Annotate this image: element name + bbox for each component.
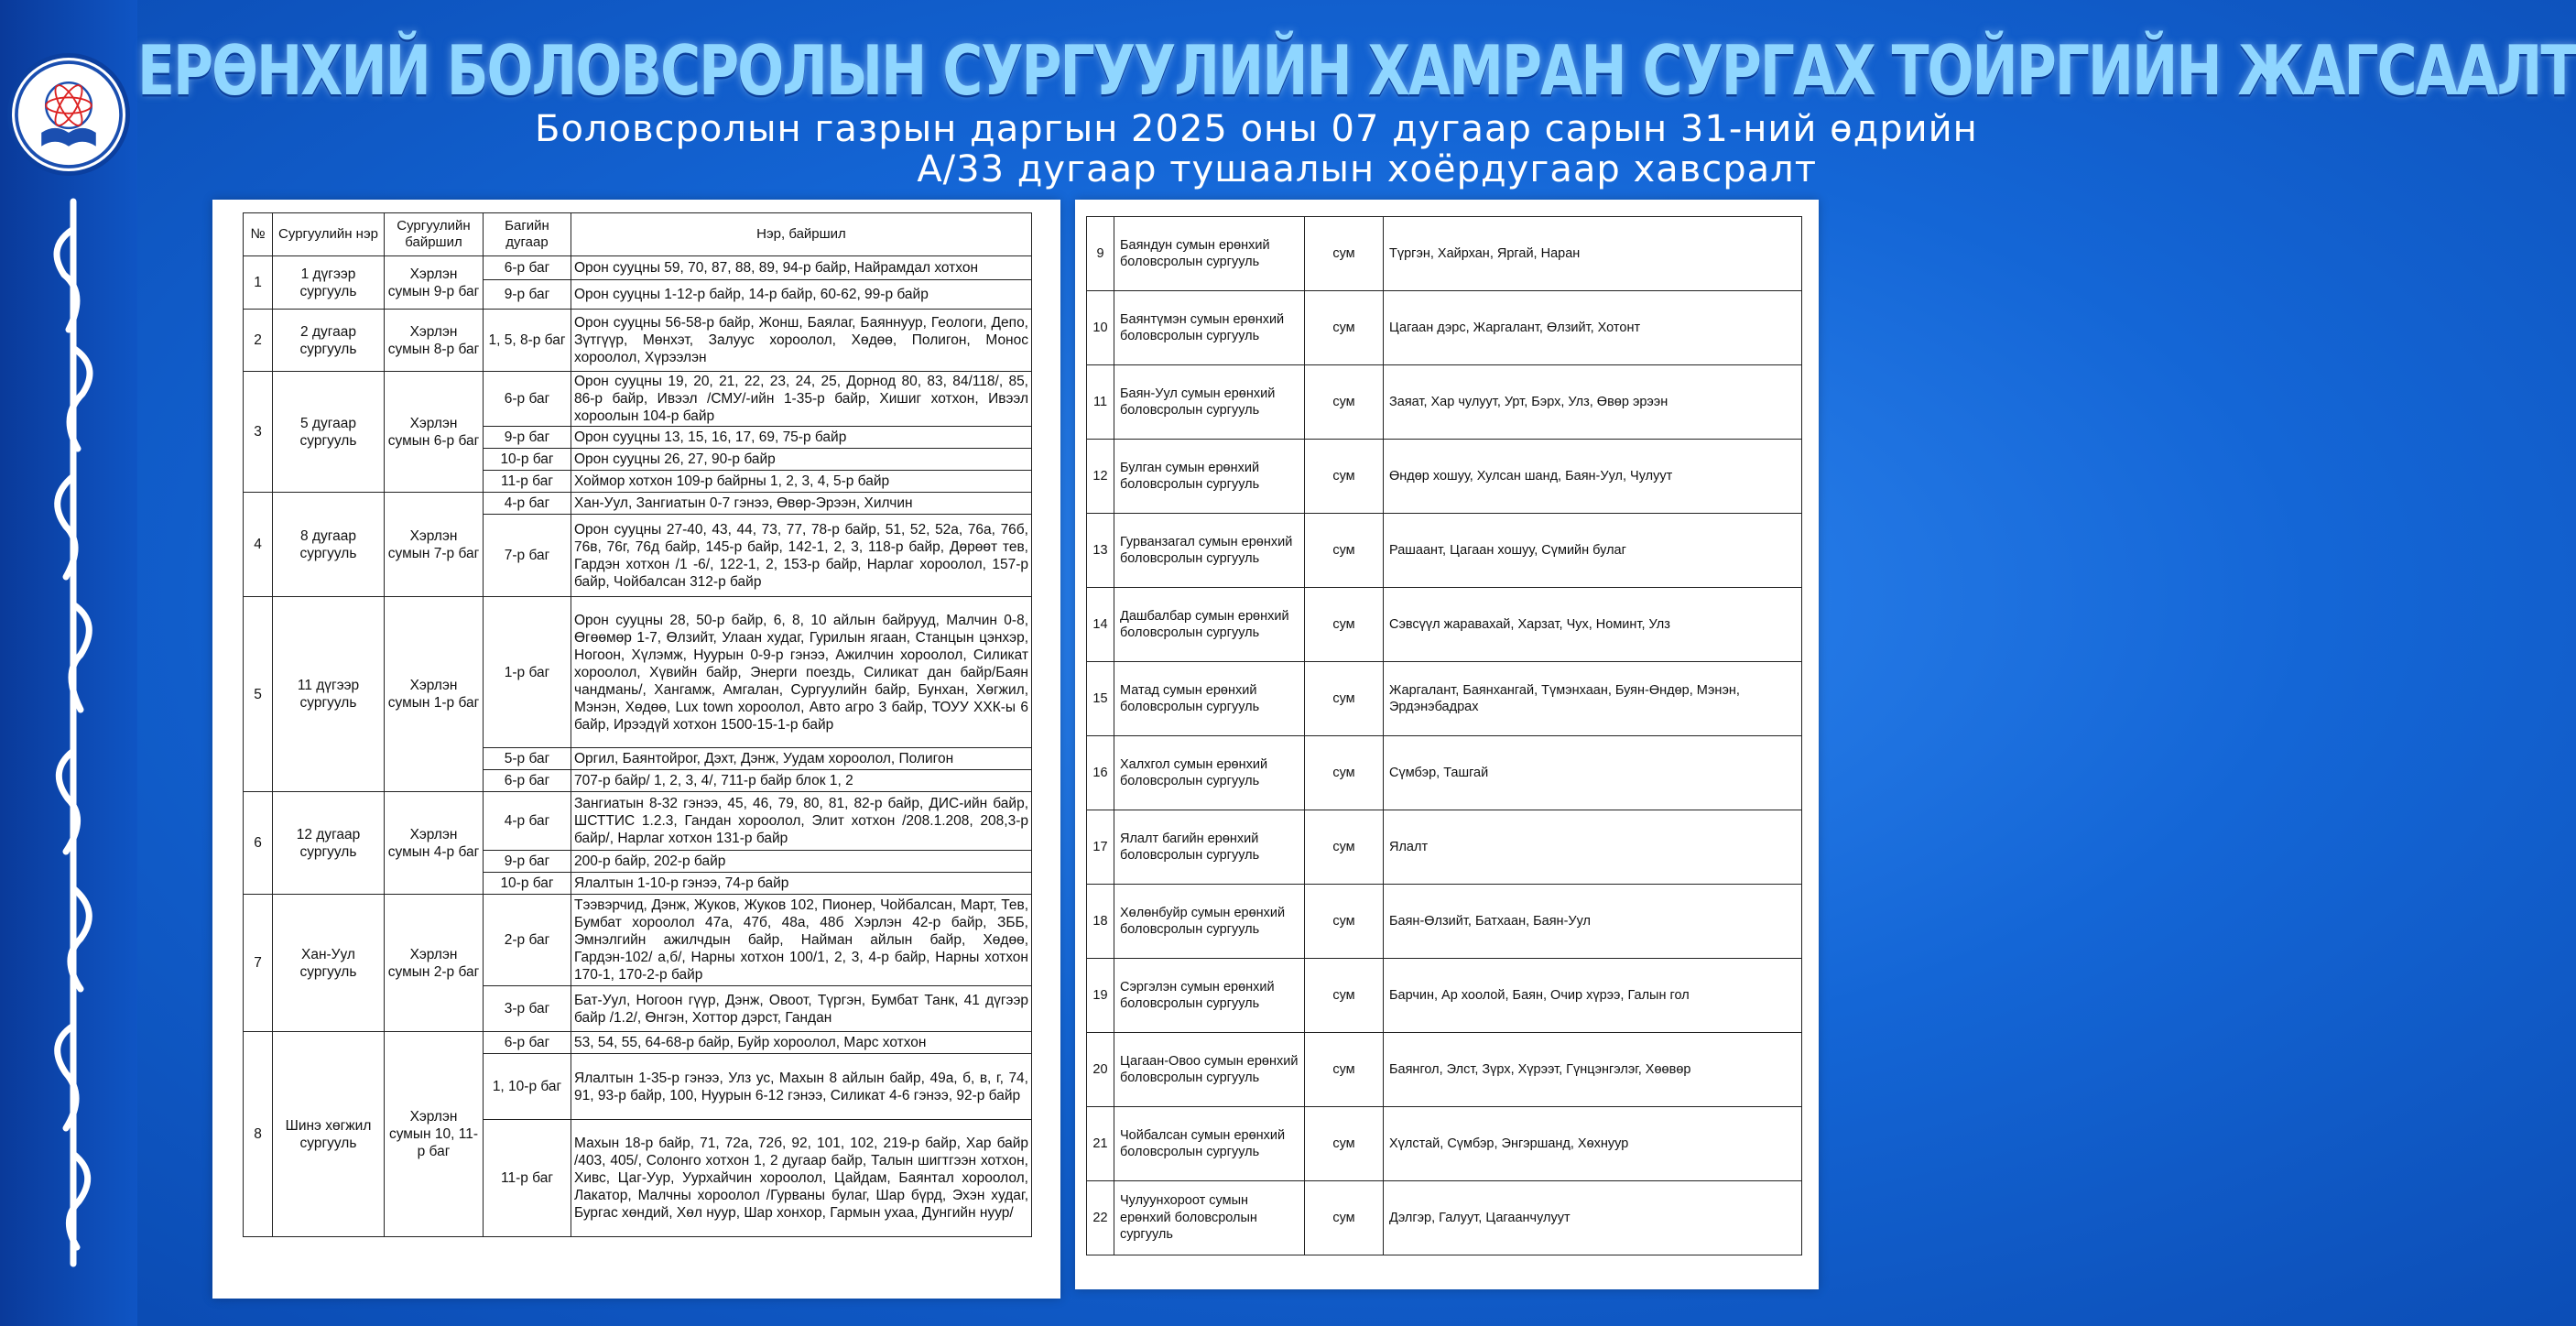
school-location: сум [1305, 662, 1384, 736]
bag-number: 11-р баг [484, 471, 571, 493]
school-number: 20 [1087, 1033, 1114, 1107]
address-list: Тээвэрчид, Дэнж, Жуков, Жуков 102, Пионер, Чойбалсан, Март, Тев, Бумбат хороолол 47а, 47б, 48а, 48б Хэрлэн 42-р байр, ЗББ, Эмнэлгийн ажилчдын байр, Найман айлын байр, Хөдөө, Гардэн-102/ а,б/, Нарны хотхон 100/1, 2, 3, 4-р байр, Нарны хотхон 170-1, 170-2-р байр [571, 895, 1032, 986]
table-row [1087, 736, 1802, 810]
school-location: сум [1305, 514, 1384, 588]
table-row [244, 1032, 1032, 1054]
table-row [244, 895, 1032, 986]
table-row [1087, 440, 1802, 514]
table-row [1087, 662, 1802, 736]
school-name: Хан-Уул сургууль [273, 895, 385, 1032]
table-row [244, 792, 1032, 851]
bag-number: 7-р баг [484, 515, 571, 597]
header-name-address: Нэр, байршил [571, 213, 1032, 256]
table-row [1087, 1181, 1802, 1255]
school-name: Гурванзагал сумын ерөнхий боловсролын сургууль [1114, 514, 1305, 588]
bag-number: 10-р баг [484, 449, 571, 471]
address-list: Орон сууцны 27-40, 43, 44, 73, 77, 78-р байр, 51, 52, 52а, 76а, 76б, 76в, 76г, 76д байр, 145-р байр, 142-1, 2, 3, 118-р байр, Дөрөөт тев, Гардэн хотхон /1 -6/, 122-1, 2, 153-р байр, Нарлаг хороолол, 157-р байр, Чойбалсан 312-р байр [571, 515, 1032, 597]
table-row [244, 310, 1032, 372]
school-location: сум [1305, 1107, 1384, 1181]
right-table-panel [1075, 200, 1819, 1289]
area-list: Жаргалант, Баянхангай, Түмэнхаан, Буян-Өндөр, Мэнэн, Эрдэнэбадрах [1384, 662, 1802, 736]
school-location: сум [1305, 588, 1384, 662]
bag-number: 9-р баг [484, 280, 571, 310]
school-number: 19 [1087, 959, 1114, 1033]
school-name: Чулуунхороот сумын ерөнхий боловсролын сургууль [1114, 1181, 1305, 1255]
area-list: Цагаан дэрс, Жаргалант, Өлзийт, Хотонт [1384, 291, 1802, 365]
area-list: Түргэн, Хайрхан, Яргай, Наран [1384, 217, 1802, 291]
school-name: Баян-Уул сумын ерөнхий боловсролын сургууль [1114, 365, 1305, 440]
school-number: 1 [244, 256, 273, 310]
area-list: Дэлгэр, Галуут, Цагаанчулуут [1384, 1181, 1802, 1255]
education-department-emblem-icon [7, 53, 130, 176]
table-row [1087, 810, 1802, 885]
bag-number: 2-р баг [484, 895, 571, 986]
school-number: 3 [244, 372, 273, 493]
area-list: Хүлстай, Сүмбэр, Энгэршанд, Хөхнуур [1384, 1107, 1802, 1181]
school-number: 12 [1087, 440, 1114, 514]
school-name: 5 дугаар сургууль [273, 372, 385, 493]
subtitle-line-1: Боловсролын газрын даргын 2025 оны 07 дугаар сарын 31-ний өдрийн [535, 108, 1978, 150]
area-list: Өндөр хошуу, Хулсан шанд, Баян-Уул, Чулуут [1384, 440, 1802, 514]
school-location: сум [1305, 736, 1384, 810]
school-number: 21 [1087, 1107, 1114, 1181]
address-list: Орон сууцны 56-58-р байр, Жонш, Баялаг, Баяннуур, Геологи, Депо, Зүтгүүр, Мөнхэт, Залуус хороолол, Хөдөө, Полигон, Монос хороолол, Хүрээлэн [571, 310, 1032, 372]
address-list: Орон сууцны 28, 50-р байр, 6, 8, 10 айлын байрууд, Малчин 0-8, Өгөөмөр 1-7, Өлзийт, Улаан худаг, Гурилын ягаан, Станцын цэнхэр, Ногоон, Хүлэмж, Нуурын 0-9-р гэнээ, Ажилчин хороолол, Силикат хороолол, Хүвийн байр, Энерги поездь, Силикат дан байр/Баян чандмань/, Хангамж, Амгалан, Сургуулийн байр, Бунхан, Хөгжил, Мэнэн, Хөдөө, Lux town хороолол, Авто агро 3 байр, ТОУУ ХХК-ы 6 байр, Ирээдүй хотхон 1500-15-1-р байр [571, 597, 1032, 748]
address-list: Оргил, Баянтойрог, Дэхт, Дэнж, Уудам хороолол, Полигон [571, 748, 1032, 770]
school-location: Хэрлэн сумын 2-р баг [385, 895, 484, 1032]
area-list: Рашаант, Цагаан хошуу, Сүмийн булаг [1384, 514, 1802, 588]
bag-number: 11-р баг [484, 1120, 571, 1237]
school-district-table-urban [243, 212, 1032, 1237]
school-name: Ялалт багийн ерөнхий боловсролын сургууль [1114, 810, 1305, 885]
school-name: Дашбалбар сумын ерөнхий боловсролын сургууль [1114, 588, 1305, 662]
address-list: Хоймор хотхон 109-р байрны 1, 2, 3, 4, 5-р байр [571, 471, 1032, 493]
school-number: 2 [244, 310, 273, 372]
school-location: сум [1305, 365, 1384, 440]
mongolian-script-decoration [37, 201, 110, 1264]
address-list: Бат-Уул, Ногоон гүүр, Дэнж, Овоот, Түргэн, Бумбат Танк, 41 дүгээр байр /1.2/, Өнгэн, Хоттор дэрст, Гандан [571, 986, 1032, 1032]
table-row [244, 493, 1032, 515]
school-number: 10 [1087, 291, 1114, 365]
school-number: 9 [1087, 217, 1114, 291]
table-row [1087, 365, 1802, 440]
bag-number: 9-р баг [484, 427, 571, 449]
school-number: 4 [244, 493, 273, 597]
table-row [244, 372, 1032, 427]
table-row [244, 256, 1032, 280]
school-location: Хэрлэн сумын 7-р баг [385, 493, 484, 597]
header-school-location: Сургуулийн байршил [385, 213, 484, 256]
bag-number: 4-р баг [484, 493, 571, 515]
school-location: сум [1305, 440, 1384, 514]
school-number: 16 [1087, 736, 1114, 810]
school-location: сум [1305, 885, 1384, 959]
area-list: Ялалт [1384, 810, 1802, 885]
bag-number: 1-р баг [484, 597, 571, 748]
school-name: Хөлөнбуйр сумын ерөнхий боловсролын сургууль [1114, 885, 1305, 959]
school-name: Баянтүмэн сумын ерөнхий боловсролын сургууль [1114, 291, 1305, 365]
school-name: Баяндун сумын ерөнхий боловсролын сургууль [1114, 217, 1305, 291]
school-number: 17 [1087, 810, 1114, 885]
school-name: Шинэ хөгжил сургууль [273, 1032, 385, 1237]
school-name: 8 дугаар сургууль [273, 493, 385, 597]
address-list: 200-р байр, 202-р байр [571, 851, 1032, 873]
left-table-panel [212, 200, 1060, 1299]
table-row [1087, 217, 1802, 291]
bag-number: 5-р баг [484, 748, 571, 770]
school-name: Сэргэлэн сумын ерөнхий боловсролын сургууль [1114, 959, 1305, 1033]
school-location: Хэрлэн сумын 9-р баг [385, 256, 484, 310]
address-list: Орон сууцны 59, 70, 87, 88, 89, 94-р байр, Найрамдал хотхон [571, 256, 1032, 280]
bag-number: 6-р баг [484, 256, 571, 280]
area-list: Сэвсүүл жаравахай, Харзат, Чух, Номинт, Улз [1384, 588, 1802, 662]
school-number: 14 [1087, 588, 1114, 662]
bag-number: 9-р баг [484, 851, 571, 873]
address-list: Ялалтын 1-10-р гэнээ, 74-р байр [571, 873, 1032, 895]
school-location: Хэрлэн сумын 8-р баг [385, 310, 484, 372]
header-number: № [244, 213, 273, 256]
school-number: 7 [244, 895, 273, 1032]
school-district-table-sum [1086, 216, 1802, 1255]
school-name: 11 дүгээр сургууль [273, 597, 385, 792]
school-location: сум [1305, 959, 1384, 1033]
address-list: Орон сууцны 13, 15, 16, 17, 69, 75-р байр [571, 427, 1032, 449]
address-list: Орон сууцны 26, 27, 90-р байр [571, 449, 1032, 471]
address-list: Махын 18-р байр, 71, 72а, 72б, 92, 101, 102, 219-р байр, Хар байр /403, 405/, Солонго хотхон 1, 2 дугаар байр, Талын шигтгээн хотхон, Хивс, Цаг-Уур, Уурхайчин хороолол, Цайдам, Баянтал хороолол, Лакатор, Малчны хороолол /Гурваны булаг, Шар бүрд, Эхэн худаг, Бургас хөндий, Хөл нуур, Шар хонхор, Гармын ухаа, Дунгийн нуур/ [571, 1120, 1032, 1237]
school-number: 18 [1087, 885, 1114, 959]
table-row [1087, 1107, 1802, 1181]
school-number: 11 [1087, 365, 1114, 440]
area-list: Баянгол, Элст, Зүрх, Хүрээт, Гүнцэнгэлэг, Хөөвөр [1384, 1033, 1802, 1107]
subtitle-line-2: А/33 дугаар тушаалын хоёрдугаар хавсралт [917, 148, 1817, 190]
school-location: сум [1305, 291, 1384, 365]
address-list: 53, 54, 55, 64-68-р байр, Буйр хороолол, Марс хотхон [571, 1032, 1032, 1054]
table-row [1087, 885, 1802, 959]
school-location: Хэрлэн сумын 6-р баг [385, 372, 484, 493]
school-number: 5 [244, 597, 273, 792]
bag-number: 3-р баг [484, 986, 571, 1032]
header-school-name: Сургуулийн нэр [273, 213, 385, 256]
school-location: сум [1305, 1181, 1384, 1255]
school-name: Матад сумын ерөнхий боловсролын сургууль [1114, 662, 1305, 736]
address-list: Орон сууцны 19, 20, 21, 22, 23, 24, 25, Дорнод 80, 83, 84/118/, 85, 86-р байр, Ивээл /СМУ/-ийн 1-35-р байр, Хишиг хотхон, Ивээл хороолын 104-р байр [571, 372, 1032, 427]
bag-number: 10-р баг [484, 873, 571, 895]
bag-number: 1, 10-р баг [484, 1054, 571, 1120]
area-list: Заяат, Хар чулуут, Урт, Бэрх, Улз, Өвөр эрээн [1384, 365, 1802, 440]
school-number: 8 [244, 1032, 273, 1237]
table-row [1087, 514, 1802, 588]
school-name: Цагаан-Овоо сумын ерөнхий боловсролын сургууль [1114, 1033, 1305, 1107]
table-row [1087, 959, 1802, 1033]
address-list: Зангиатын 8-32 гэнээ, 45, 46, 79, 80, 81, 82-р байр, ДИС-ийн байр, ШСТТИС 1.2.3, Гандан хороолол, Элит хотхон /208.1.208, 208,3-р байр/, Нарлаг хотхон 131-р байр [571, 792, 1032, 851]
table-row [1087, 1033, 1802, 1107]
school-name: Чойбалсан сумын ерөнхий боловсролын сургууль [1114, 1107, 1305, 1181]
area-list: Барчин, Ар хоолой, Баян, Очир хүрээ, Галын гол [1384, 959, 1802, 1033]
school-location: Хэрлэн сумын 10, 11-р баг [385, 1032, 484, 1237]
school-name: 2 дугаар сургууль [273, 310, 385, 372]
school-location: сум [1305, 1033, 1384, 1107]
bag-number: 4-р баг [484, 792, 571, 851]
area-list: Баян-Өлзийт, Батхаан, Баян-Уул [1384, 885, 1802, 959]
school-location: сум [1305, 217, 1384, 291]
page-title: ЕРӨНХИЙ БОЛОВСРОЛЫН СУРГУУЛИЙН ХАМРАН СУРГАХ ТОЙРГИЙН ЖАГСААЛТ [137, 31, 2576, 112]
bag-number: 6-р баг [484, 1032, 571, 1054]
school-name: 1 дүгээр сургууль [273, 256, 385, 310]
school-number: 22 [1087, 1181, 1114, 1255]
address-list: 707-р байр/ 1, 2, 3, 4/, 711-р байр блок 1, 2 [571, 770, 1032, 792]
school-name: 12 дугаар сургууль [273, 792, 385, 895]
address-list: Хан-Уул, Зангиатын 0-7 гэнээ, Өвөр-Эрээн, Хилчин [571, 493, 1032, 515]
bag-number: 6-р баг [484, 770, 571, 792]
table-row [1087, 588, 1802, 662]
address-list: Ялалтын 1-35-р гэнээ, Улз ус, Махын 8 айлын байр, 49а, б, в, г, 74, 91, 93-р байр, 100, Нуурын 6-12 гэнээ, Силикат 4-6 гэнээ, 92-р байр [571, 1054, 1032, 1120]
school-location: Хэрлэн сумын 1-р баг [385, 597, 484, 792]
table-row [244, 597, 1032, 748]
table-row [1087, 291, 1802, 365]
school-number: 6 [244, 792, 273, 895]
header-bag-number: Багийн дугаар [484, 213, 571, 256]
school-location: сум [1305, 810, 1384, 885]
address-list: Орон сууцны 1-12-р байр, 14-р байр, 60-62, 99-р байр [571, 280, 1032, 310]
school-name: Халхгол сумын ерөнхий боловсролын сургууль [1114, 736, 1305, 810]
bag-number: 6-р баг [484, 372, 571, 427]
school-name: Булган сумын ерөнхий боловсролын сургууль [1114, 440, 1305, 514]
school-location: Хэрлэн сумын 4-р баг [385, 792, 484, 895]
area-list: Сүмбэр, Ташгай [1384, 736, 1802, 810]
bag-number: 1, 5, 8-р баг [484, 310, 571, 372]
school-number: 13 [1087, 514, 1114, 588]
school-number: 15 [1087, 662, 1114, 736]
